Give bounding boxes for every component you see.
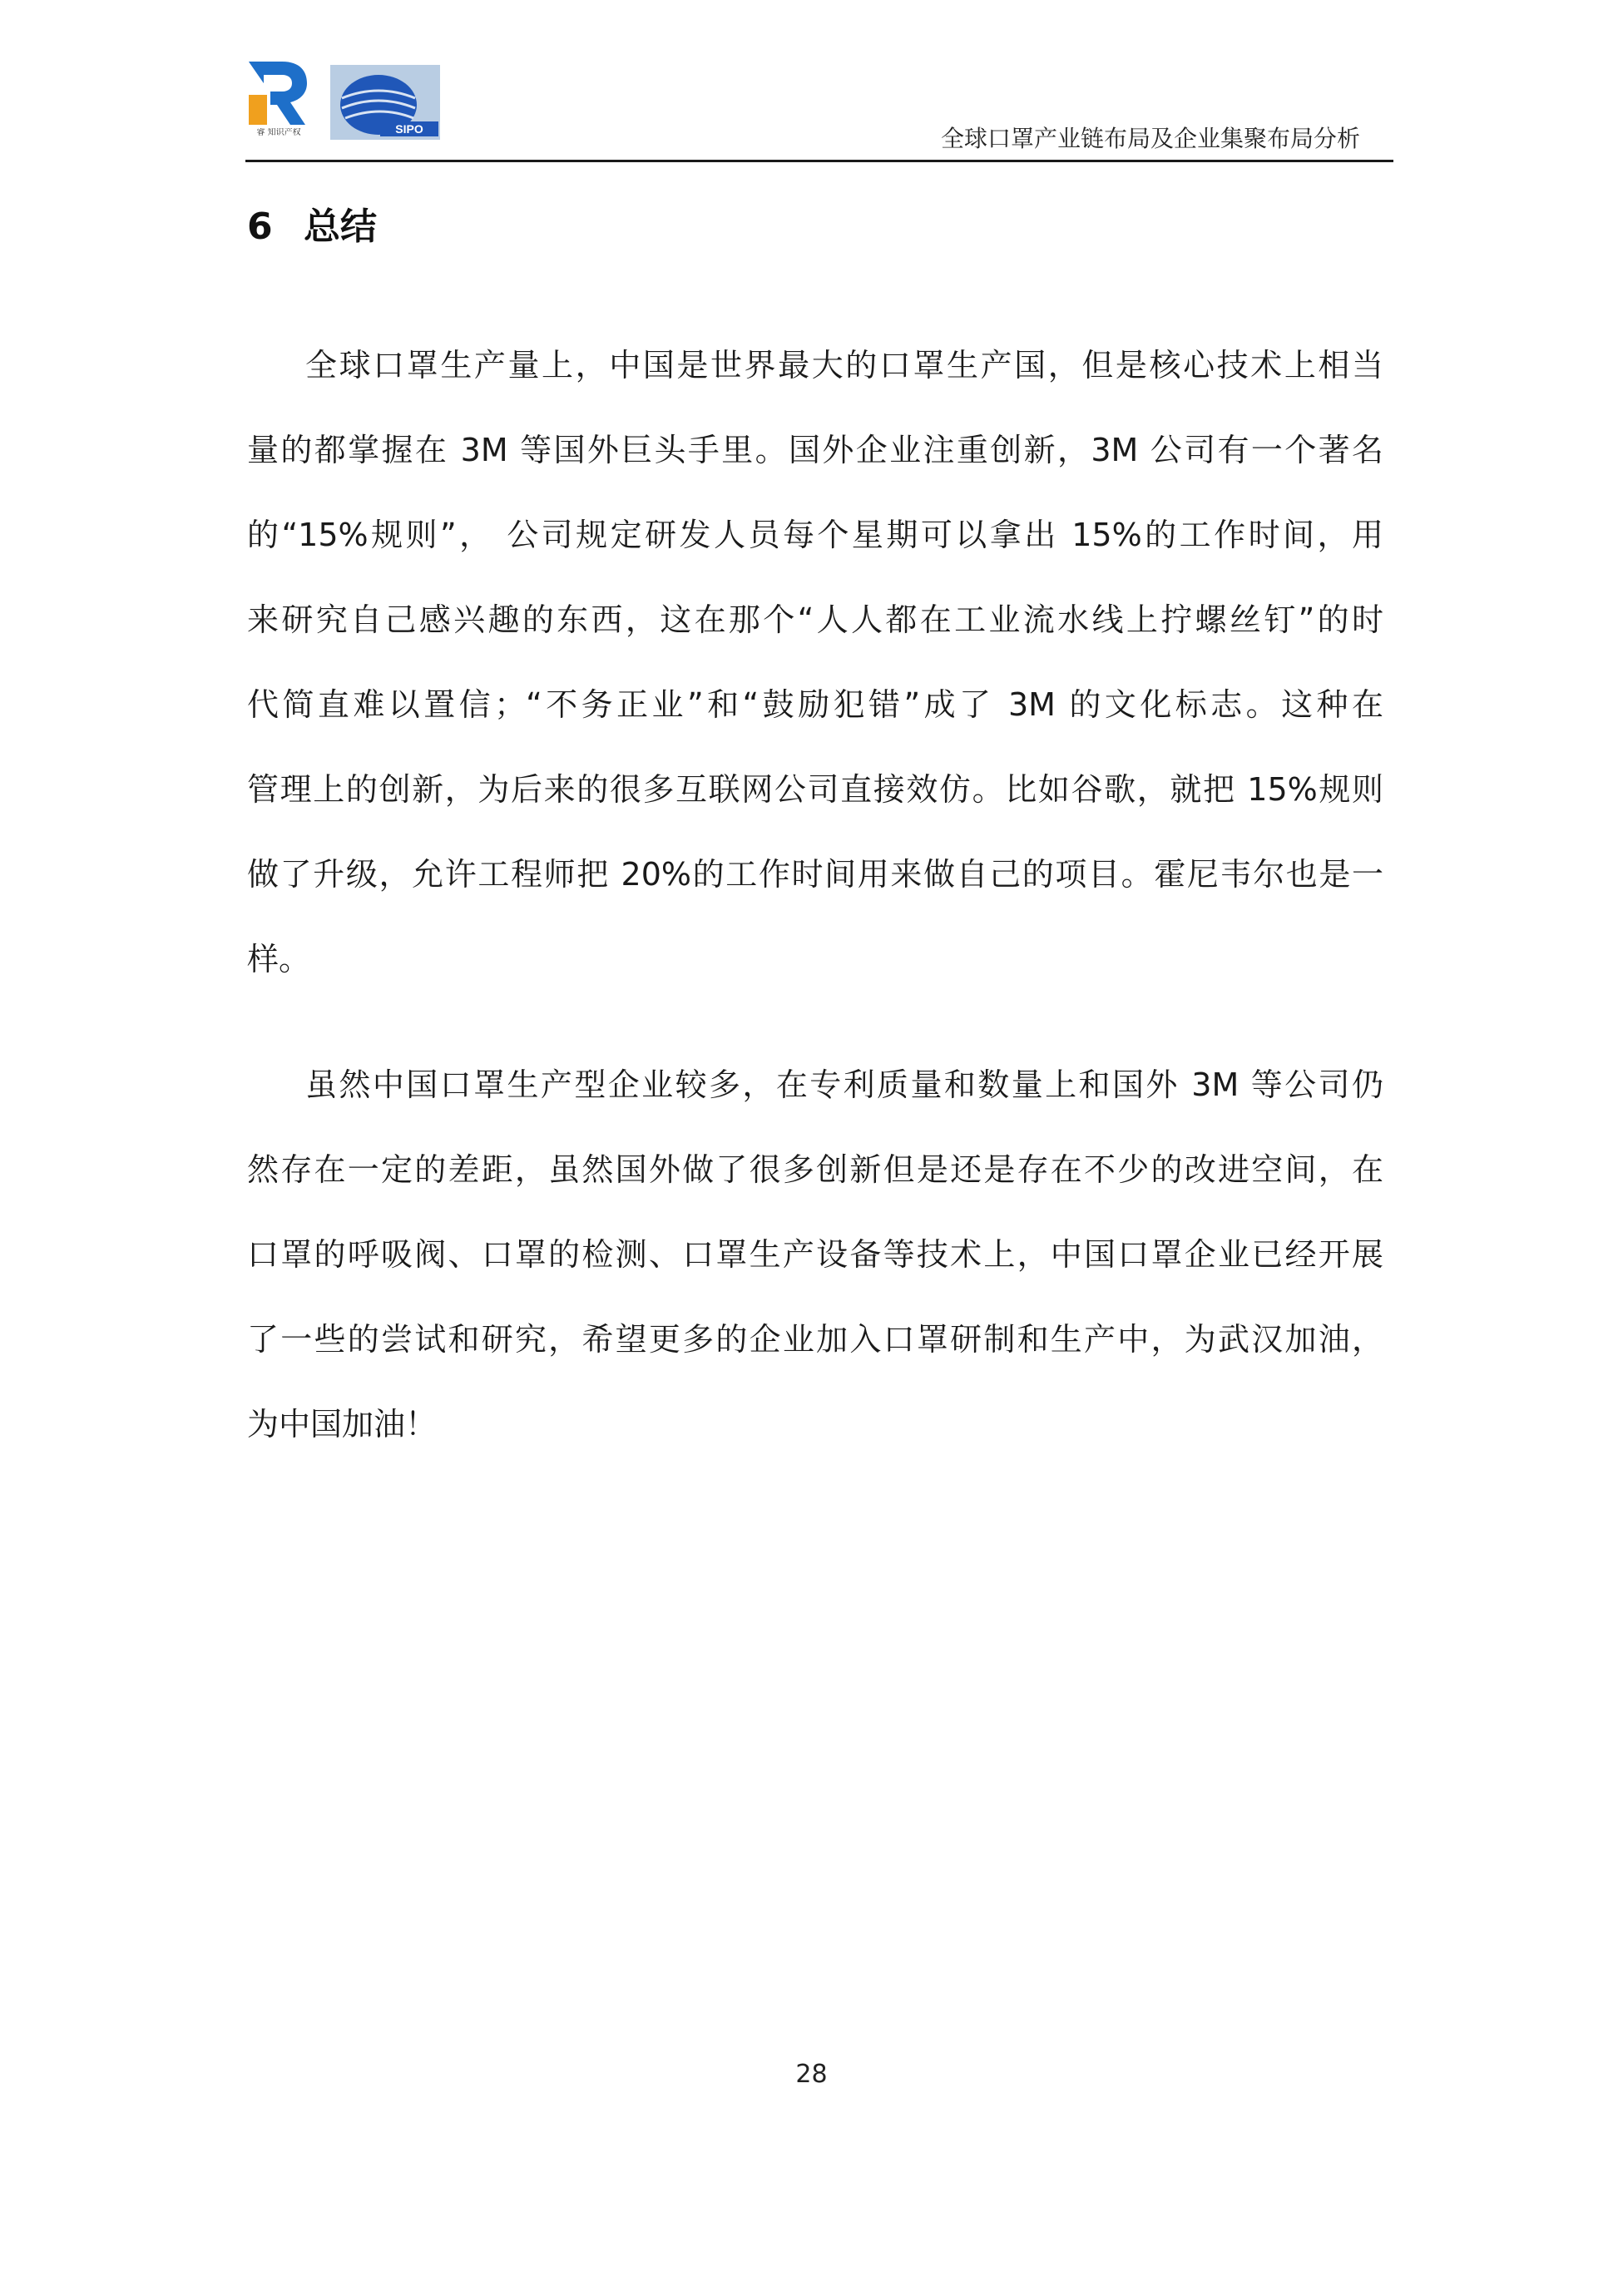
header-title: 全球口罩产业链布局及企业集聚布局分析 <box>940 125 1360 152</box>
section-number: 6 <box>247 205 273 248</box>
paragraph-line: 为中国加油！ <box>247 1406 438 1442</box>
page-header <box>245 58 1393 162</box>
paragraph-line: 的“15%规则”， 公司规定研发人员每个星期可以拿出 15%的工作时间，用 <box>247 517 1383 553</box>
page-number: 28 <box>795 2060 828 2089</box>
paragraph-line: 来研究自己感兴趣的东西，这在那个“人人都在工业流水线上拧螺丝钉”的时 <box>247 601 1383 638</box>
paragraph-line: 口罩的呼吸阀、口罩的检测、口罩生产设备等技术上，中国口罩企业已经开展 <box>247 1236 1383 1273</box>
paragraph-line: 管理上的创新，为后来的很多互联网公司直接效仿。比如谷歌，就把 15%规则 <box>247 771 1383 808</box>
section-title: 总结 <box>304 205 377 248</box>
header-divider <box>245 160 1393 162</box>
paragraph-1 <box>247 323 1383 1002</box>
paragraph-line: 样。 <box>247 941 311 977</box>
paragraph-2 <box>247 1042 1383 1467</box>
sipo-logo-text: SIPO <box>395 122 423 136</box>
paragraph-line: 代简直难以置信；“不务正业”和“鼓励犯错”成了 3M 的文化标志。这种在 <box>247 686 1383 723</box>
paragraph-line: 全球口罩生产量上，中国是世界最大的口罩生产国，但是核心技术上相当 <box>305 347 1383 383</box>
paragraph-line: 量的都掌握在 3M 等国外巨头手里。国外企业注重创新，3M 公司有一个著名 <box>247 432 1383 468</box>
paragraph-line: 做了升级，允许工程师把 20%的工作时间用来做自己的项目。霍尼韦尔也是一 <box>247 856 1383 893</box>
paragraph-line: 然存在一定的差距，虽然国外做了很多创新但是还是存在不少的改进空间，在 <box>247 1151 1383 1188</box>
sipo-logo-icon <box>330 65 440 140</box>
paragraph-line: 了一些的尝试和研究，希望更多的企业加入口罩研制和生产中，为武汉加油， <box>247 1321 1383 1358</box>
paragraph-line: 虽然中国口罩生产型企业较多，在专利质量和数量上和国外 3M 等公司仍 <box>305 1066 1383 1103</box>
logo-caption: 睿 知识产权 <box>256 128 301 137</box>
section-heading <box>247 205 377 250</box>
